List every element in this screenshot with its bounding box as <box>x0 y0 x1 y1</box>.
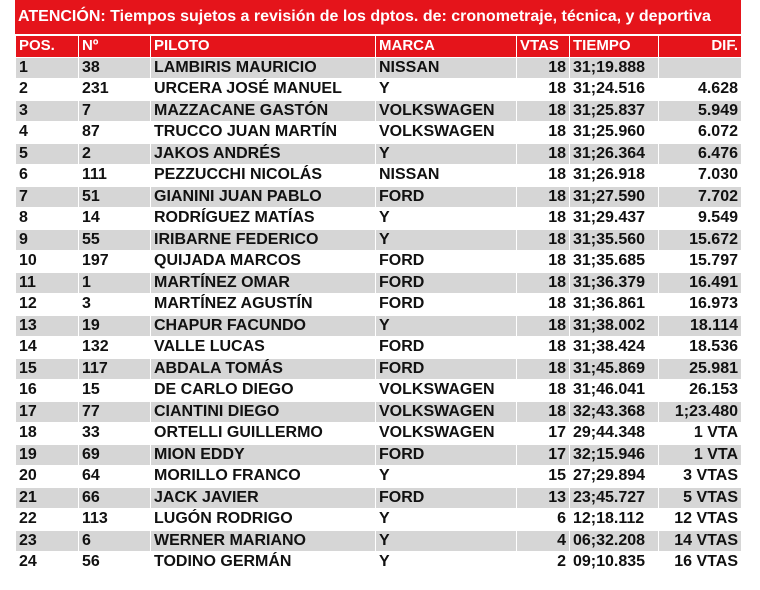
cell-tiempo: 31;36.861 <box>570 294 659 316</box>
cell-marca: FORD <box>376 186 517 208</box>
table-row <box>16 122 742 144</box>
cell-vtas: 18 <box>517 251 570 273</box>
cell-dif: 9.549 <box>659 208 742 230</box>
cell-tiempo: 31;26.364 <box>570 143 659 165</box>
cell-pos: 1 <box>16 57 79 79</box>
cell-tiempo: 06;32.208 <box>570 530 659 552</box>
cell-num: 3 <box>79 294 151 316</box>
cell-num: 117 <box>79 358 151 380</box>
cell-tiempo: 31;27.590 <box>570 186 659 208</box>
table-row <box>16 444 742 466</box>
cell-pos: 24 <box>16 552 79 574</box>
cell-dif: 1 VTA <box>659 423 742 445</box>
table-row <box>16 552 742 574</box>
cell-piloto: DE CARLO DIEGO <box>151 380 376 402</box>
table-row <box>16 251 742 273</box>
cell-num: 69 <box>79 444 151 466</box>
cell-marca: VOLKSWAGEN <box>376 122 517 144</box>
cell-pos: 21 <box>16 487 79 509</box>
cell-dif: 18.536 <box>659 337 742 359</box>
cell-pos: 17 <box>16 401 79 423</box>
cell-dif: 16.491 <box>659 272 742 294</box>
cell-tiempo: 31;29.437 <box>570 208 659 230</box>
table-row <box>16 358 742 380</box>
table-row <box>16 143 742 165</box>
header-dif: DIF. <box>659 36 742 58</box>
table-row <box>16 79 742 101</box>
cell-piloto: VALLE LUCAS <box>151 337 376 359</box>
cell-dif: 4.628 <box>659 79 742 101</box>
table-row <box>16 487 742 509</box>
cell-vtas: 18 <box>517 57 570 79</box>
cell-vtas: 18 <box>517 401 570 423</box>
cell-marca: Y <box>376 229 517 251</box>
cell-marca: Y <box>376 143 517 165</box>
cell-vtas: 18 <box>517 100 570 122</box>
cell-num: 51 <box>79 186 151 208</box>
cell-dif: 12 VTAS <box>659 509 742 531</box>
cell-marca: FORD <box>376 251 517 273</box>
cell-dif: 7.030 <box>659 165 742 187</box>
cell-tiempo: 23;45.727 <box>570 487 659 509</box>
cell-piloto: IRIBARNE FEDERICO <box>151 229 376 251</box>
cell-tiempo: 31;38.424 <box>570 337 659 359</box>
cell-dif: 14 VTAS <box>659 530 742 552</box>
cell-pos: 7 <box>16 186 79 208</box>
cell-num: 6 <box>79 530 151 552</box>
cell-tiempo: 32;15.946 <box>570 444 659 466</box>
cell-marca: FORD <box>376 294 517 316</box>
cell-tiempo: 32;43.368 <box>570 401 659 423</box>
cell-dif: 5.949 <box>659 100 742 122</box>
cell-pos: 20 <box>16 466 79 488</box>
cell-piloto: MARTÍNEZ OMAR <box>151 272 376 294</box>
cell-pos: 8 <box>16 208 79 230</box>
cell-pos: 6 <box>16 165 79 187</box>
table-row <box>16 530 742 552</box>
cell-marca: FORD <box>376 358 517 380</box>
table-row <box>16 208 742 230</box>
cell-pos: 23 <box>16 530 79 552</box>
cell-marca: VOLKSWAGEN <box>376 423 517 445</box>
cell-num: 66 <box>79 487 151 509</box>
cell-marca: Y <box>376 552 517 574</box>
table-row <box>16 294 742 316</box>
cell-vtas: 18 <box>517 165 570 187</box>
cell-marca: Y <box>376 315 517 337</box>
cell-pos: 22 <box>16 509 79 531</box>
cell-dif: 25.981 <box>659 358 742 380</box>
cell-marca: Y <box>376 466 517 488</box>
cell-pos: 14 <box>16 337 79 359</box>
header-piloto: PILOTO <box>151 36 376 58</box>
cell-vtas: 18 <box>517 294 570 316</box>
cell-tiempo: 29;44.348 <box>570 423 659 445</box>
cell-pos: 12 <box>16 294 79 316</box>
table-row <box>16 315 742 337</box>
cell-dif: 15.672 <box>659 229 742 251</box>
cell-num: 2 <box>79 143 151 165</box>
cell-marca: FORD <box>376 444 517 466</box>
table-row <box>16 100 742 122</box>
cell-vtas: 2 <box>517 552 570 574</box>
cell-marca: FORD <box>376 337 517 359</box>
results-table <box>15 35 742 574</box>
cell-tiempo: 31;26.918 <box>570 165 659 187</box>
cell-marca: NISSAN <box>376 57 517 79</box>
cell-piloto: ORTELLI GUILLERMO <box>151 423 376 445</box>
table-row <box>16 509 742 531</box>
header-num: Nº <box>79 36 151 58</box>
cell-piloto: GIANINI JUAN PABLO <box>151 186 376 208</box>
cell-marca: Y <box>376 509 517 531</box>
cell-dif: 5 VTAS <box>659 487 742 509</box>
cell-dif: 16 VTAS <box>659 552 742 574</box>
cell-piloto: MARTÍNEZ AGUSTÍN <box>151 294 376 316</box>
cell-num: 38 <box>79 57 151 79</box>
table-row <box>16 229 742 251</box>
cell-vtas: 4 <box>517 530 570 552</box>
cell-dif: 16.973 <box>659 294 742 316</box>
cell-piloto: PEZZUCCHI NICOLÁS <box>151 165 376 187</box>
cell-tiempo: 31;25.960 <box>570 122 659 144</box>
cell-tiempo: 31;35.685 <box>570 251 659 273</box>
table-row <box>16 337 742 359</box>
cell-marca: Y <box>376 208 517 230</box>
header-vtas: VTAS <box>517 36 570 58</box>
cell-vtas: 17 <box>517 423 570 445</box>
cell-piloto: CIANTINI DIEGO <box>151 401 376 423</box>
cell-pos: 19 <box>16 444 79 466</box>
cell-num: 33 <box>79 423 151 445</box>
table-row <box>16 57 742 79</box>
cell-num: 55 <box>79 229 151 251</box>
cell-pos: 15 <box>16 358 79 380</box>
cell-vtas: 18 <box>517 186 570 208</box>
cell-tiempo: 31;46.041 <box>570 380 659 402</box>
cell-num: 132 <box>79 337 151 359</box>
cell-tiempo: 31;38.002 <box>570 315 659 337</box>
cell-piloto: TRUCCO JUAN MARTÍN <box>151 122 376 144</box>
header-marca: MARCA <box>376 36 517 58</box>
cell-piloto: JACK JAVIER <box>151 487 376 509</box>
cell-pos: 13 <box>16 315 79 337</box>
cell-vtas: 17 <box>517 444 570 466</box>
results-body <box>16 57 742 573</box>
cell-piloto: ABDALA TOMÁS <box>151 358 376 380</box>
cell-dif: 15.797 <box>659 251 742 273</box>
cell-marca: Y <box>376 530 517 552</box>
cell-num: 87 <box>79 122 151 144</box>
cell-pos: 10 <box>16 251 79 273</box>
table-row <box>16 165 742 187</box>
cell-dif: 26.153 <box>659 380 742 402</box>
cell-num: 14 <box>79 208 151 230</box>
cell-tiempo: 31;45.869 <box>570 358 659 380</box>
table-row <box>16 423 742 445</box>
cell-marca: FORD <box>376 487 517 509</box>
cell-vtas: 18 <box>517 79 570 101</box>
cell-num: 64 <box>79 466 151 488</box>
cell-num: 56 <box>79 552 151 574</box>
cell-tiempo: 31;19.888 <box>570 57 659 79</box>
cell-num: 111 <box>79 165 151 187</box>
cell-tiempo: 31;25.837 <box>570 100 659 122</box>
cell-vtas: 18 <box>517 337 570 359</box>
cell-dif: 6.476 <box>659 143 742 165</box>
cell-tiempo: 31;35.560 <box>570 229 659 251</box>
cell-marca: VOLKSWAGEN <box>376 401 517 423</box>
cell-num: 1 <box>79 272 151 294</box>
cell-dif: 7.702 <box>659 186 742 208</box>
header-pos: POS. <box>16 36 79 58</box>
cell-pos: 11 <box>16 272 79 294</box>
cell-marca: FORD <box>376 272 517 294</box>
cell-piloto: LAMBIRIS MAURICIO <box>151 57 376 79</box>
cell-vtas: 18 <box>517 380 570 402</box>
results-sheet <box>15 0 741 574</box>
cell-dif <box>659 57 742 79</box>
cell-dif: 6.072 <box>659 122 742 144</box>
cell-tiempo: 31;24.516 <box>570 79 659 101</box>
table-row <box>16 466 742 488</box>
cell-dif: 3 VTAS <box>659 466 742 488</box>
cell-vtas: 18 <box>517 358 570 380</box>
cell-piloto: URCERA JOSÉ MANUEL <box>151 79 376 101</box>
cell-piloto: CHAPUR FACUNDO <box>151 315 376 337</box>
cell-piloto: WERNER MARIANO <box>151 530 376 552</box>
cell-vtas: 18 <box>517 208 570 230</box>
cell-pos: 9 <box>16 229 79 251</box>
cell-piloto: JAKOS ANDRÉS <box>151 143 376 165</box>
cell-num: 197 <box>79 251 151 273</box>
warning-banner: ATENCIÓN: Tiempos sujetos a revisión de los dptos. de: cronometraje, técnica, y deportiva <box>15 0 741 34</box>
cell-marca: NISSAN <box>376 165 517 187</box>
cell-num: 19 <box>79 315 151 337</box>
cell-num: 113 <box>79 509 151 531</box>
cell-pos: 5 <box>16 143 79 165</box>
cell-marca: Y <box>376 79 517 101</box>
cell-num: 77 <box>79 401 151 423</box>
cell-piloto: QUIJADA MARCOS <box>151 251 376 273</box>
cell-vtas: 6 <box>517 509 570 531</box>
table-row <box>16 272 742 294</box>
cell-vtas: 13 <box>517 487 570 509</box>
cell-pos: 4 <box>16 122 79 144</box>
cell-piloto: MION EDDY <box>151 444 376 466</box>
cell-tiempo: 09;10.835 <box>570 552 659 574</box>
cell-dif: 1 VTA <box>659 444 742 466</box>
cell-marca: VOLKSWAGEN <box>376 100 517 122</box>
cell-tiempo: 31;36.379 <box>570 272 659 294</box>
cell-vtas: 15 <box>517 466 570 488</box>
cell-vtas: 18 <box>517 229 570 251</box>
header-tiempo: TIEMPO <box>570 36 659 58</box>
cell-vtas: 18 <box>517 143 570 165</box>
header-row <box>16 36 742 58</box>
cell-piloto: TODINO GERMÁN <box>151 552 376 574</box>
cell-piloto: LUGÓN RODRIGO <box>151 509 376 531</box>
table-row <box>16 186 742 208</box>
cell-tiempo: 27;29.894 <box>570 466 659 488</box>
cell-vtas: 18 <box>517 315 570 337</box>
cell-piloto: MORILLO FRANCO <box>151 466 376 488</box>
cell-tiempo: 12;18.112 <box>570 509 659 531</box>
cell-pos: 18 <box>16 423 79 445</box>
cell-vtas: 18 <box>517 122 570 144</box>
cell-pos: 3 <box>16 100 79 122</box>
cell-piloto: RODRÍGUEZ MATÍAS <box>151 208 376 230</box>
cell-vtas: 18 <box>517 272 570 294</box>
cell-pos: 2 <box>16 79 79 101</box>
cell-dif: 18.114 <box>659 315 742 337</box>
cell-num: 231 <box>79 79 151 101</box>
cell-pos: 16 <box>16 380 79 402</box>
cell-marca: VOLKSWAGEN <box>376 380 517 402</box>
cell-piloto: MAZZACANE GASTÓN <box>151 100 376 122</box>
cell-num: 15 <box>79 380 151 402</box>
table-row <box>16 401 742 423</box>
table-row <box>16 380 742 402</box>
cell-dif: 1;23.480 <box>659 401 742 423</box>
cell-num: 7 <box>79 100 151 122</box>
